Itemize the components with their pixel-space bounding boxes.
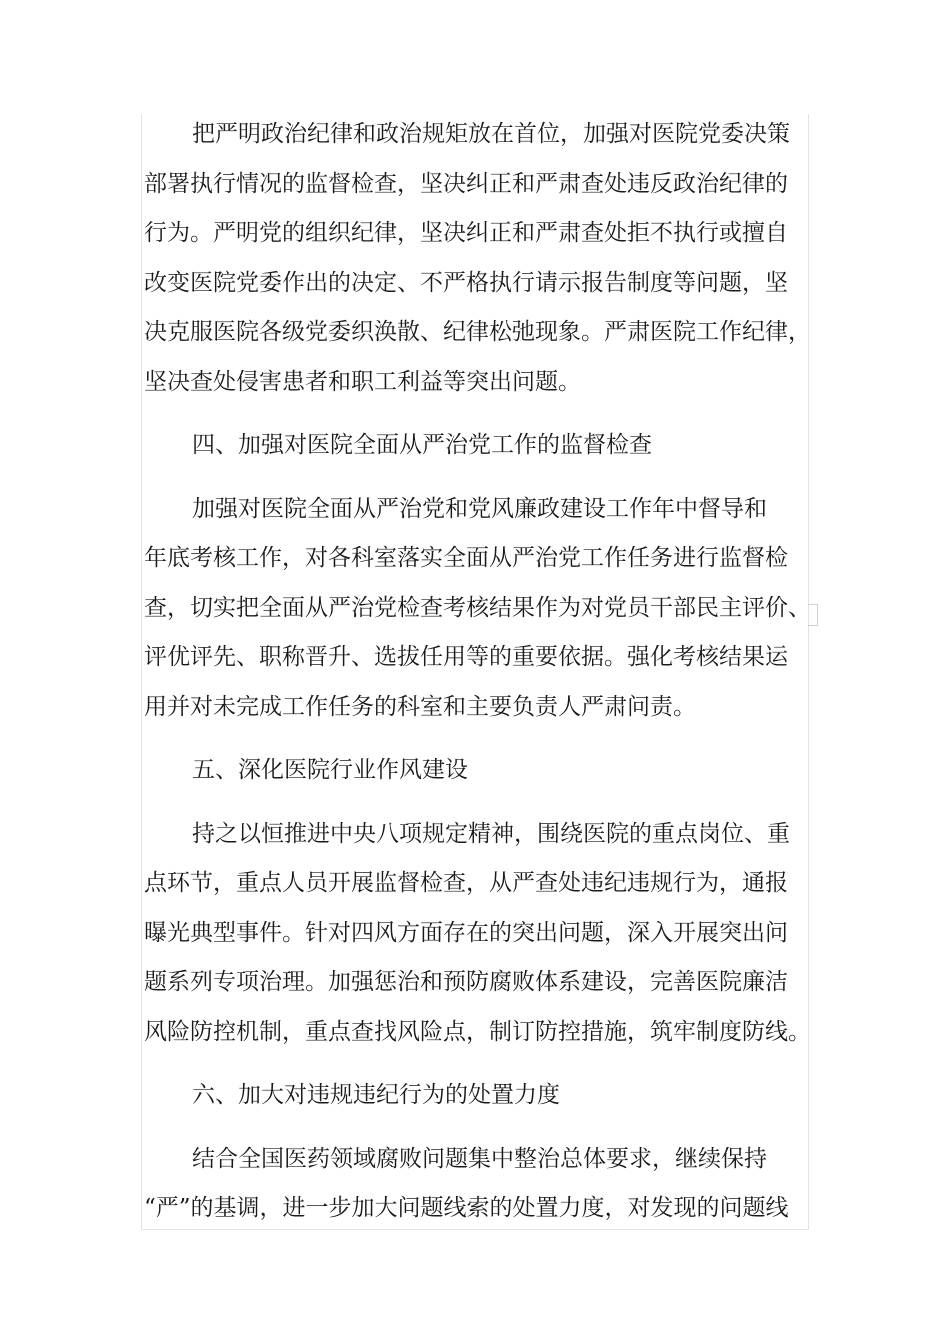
section-heading: 五、深化医院行业作风建设 [192,757,468,783]
paragraph-line: 持之以恒推进中央八项规定精神，围绕医院的重点岗位、重 [192,820,790,847]
section-heading: 六、加大对违规违纪行为的处置力度 [192,1082,560,1108]
paragraph-line: 改变医院党委作出的决定、不严格执行请示报告制度等问题，坚 [144,269,788,296]
paragraph-line: 部署执行情况的监督检查，坚决纠正和严肃查处违反政治纪律的 [144,170,788,197]
paragraph-line: 用并对未完成工作任务的科室和主要负责人严肃问责。 [144,693,696,720]
paragraph-line: 结合全国医药领域腐败问题集中整治总体要求，继续保持 [192,1145,767,1172]
paragraph-line: 评优评先、职称晋升、选拔任用等的重要依据。强化考核结果运 [144,644,788,670]
paragraph-line: 点环节，重点人员开展监督检查，从严查处违纪违规行为，通报 [144,870,788,896]
paragraph-line: 年底考核工作，对各科室落实全面从严治党工作任务进行监督检 [144,545,788,571]
paragraph-line: 加强对医院全面从严治党和党风廉政建设工作年中督导和 [192,495,767,522]
paragraph-line: 把严明政治纪律和政治规矩放在首位，加强对医院党委决策 [192,121,790,147]
paragraph-line: 风险防控机制，重点查找风险点，制订防控措施，筑牢制度防线。 [144,1018,811,1045]
document-body [144,110,824,1234]
paragraph-line: 坚决查处侵害患者和职工利益等突出问题。 [144,368,581,395]
section-heading: 四、加强对医院全面从严治党工作的监督检查 [192,432,652,458]
paragraph-line: “严”的基调，进一步加大问题线索的处置力度，对发现的问题线 [144,1195,789,1221]
paragraph-line: 题系列专项治理。加强惩治和预防腐败体系建设，完善医院廉洁 [144,969,788,995]
paragraph-line: 行为。严明党的组织纪律，坚决纠正和严肃查处拒不执行或擅自 [144,220,788,246]
paragraph-line: 查，切实把全面从严治党检查考核结果作为对党员干部民主评价、 [144,594,811,621]
paragraph-line: 曝光典型事件。针对四风方面存在的突出问题，深入开展突出问 [144,919,788,946]
paragraph-line: 决克服医院各级党委织涣散、纪律松弛现象。严肃医院工作纪律， [144,319,811,345]
